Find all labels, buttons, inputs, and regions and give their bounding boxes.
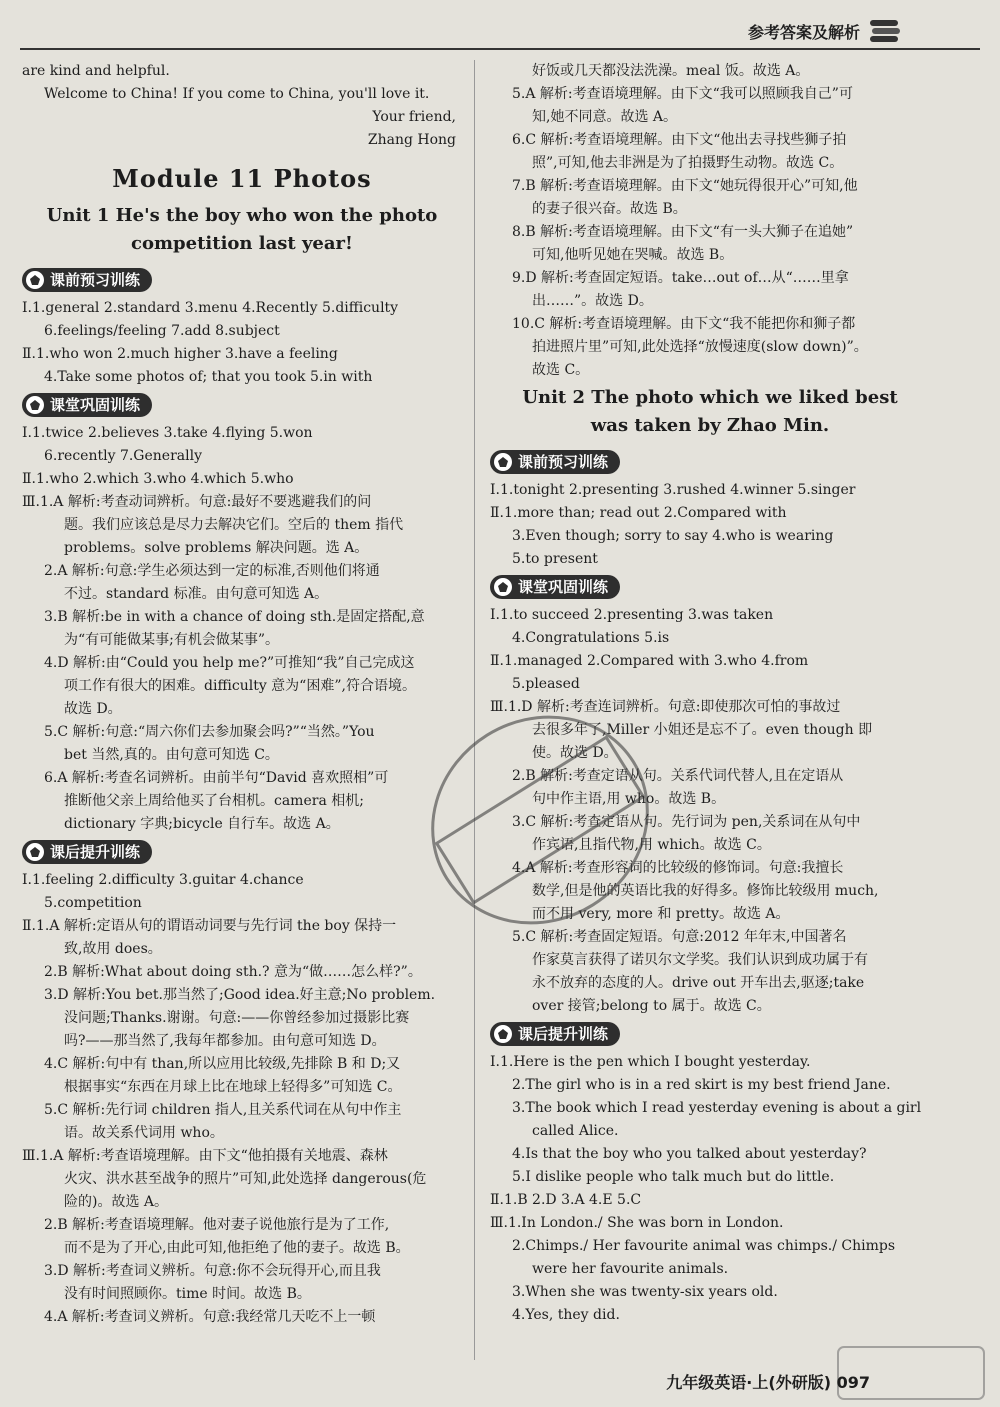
answer-line: 8.B 解析:考查语境理解。由下文“有一头大狮子在追她” — [512, 224, 854, 240]
answer-line: Ⅰ.1.to succeed 2.presenting 3.was taken — [490, 607, 774, 623]
answer-line: 句中作主语,用 who。故选 B。 — [532, 791, 726, 807]
answer-line: 5.competition — [44, 895, 142, 911]
section-header — [490, 575, 620, 599]
answer-line: 吗?——那当然了,我每年都参加。由句意可知选 D。 — [64, 1033, 386, 1049]
letter-line: Welcome to China! If you come to China, you'll love it. — [44, 86, 430, 102]
answer-line: 致,故用 does。 — [64, 941, 162, 957]
answer-line: 3.Even though; sorry to say 4.who is wearing — [512, 528, 834, 544]
crown-icon — [26, 396, 44, 414]
answer-line: 5.C 解析:先行词 children 指人,且关系代词在从句中作主 — [44, 1102, 402, 1118]
answer-line: 2.B 解析:What about doing sth.? 意为“做……怎么样?”。 — [44, 964, 422, 980]
answer-line: Ⅱ.1.who 2.which 3.who 4.which 5.who — [22, 471, 294, 487]
answer-line: 2.B 解析:考查定语从句。关系代词代替人,且在定语从 — [512, 768, 844, 784]
answer-line: 5.I dislike people who talk much but do little. — [512, 1169, 835, 1185]
answer-line: 永不放弃的态度的人。drive out 开车出去,驱逐;take — [532, 975, 865, 991]
answer-line: Ⅲ.1.A 解析:考查语境理解。由下文“他拍摄有关地震、森林 — [22, 1148, 388, 1164]
answer-line: 2.The girl who is in a red skirt is my best friend Jane. — [512, 1077, 891, 1093]
answer-line: 5.pleased — [512, 676, 580, 692]
answer-line: called Alice. — [532, 1123, 619, 1139]
answer-line: 6.C 解析:考查语境理解。由下文“他出去寻找些狮子拍 — [512, 132, 847, 148]
answer-line: Ⅱ.1.managed 2.Compared with 3.who 4.from — [490, 653, 809, 669]
answer-line: Ⅱ.1.more than; read out 2.Compared with — [490, 505, 787, 521]
answer-line: 的妻子很兴奋。故选 B。 — [532, 201, 687, 217]
answer-line: 3.When she was twenty-six years old. — [512, 1284, 778, 1300]
answer-line: Ⅰ.1.feeling 2.difficulty 3.guitar 4.chance — [22, 872, 304, 888]
answer-line: 4.Is that the boy who you talked about yesterday? — [512, 1146, 867, 1162]
answer-line: 使。故选 D。 — [532, 745, 618, 761]
answer-line: 6.recently 7.Generally — [44, 448, 202, 464]
answer-line: 好饭或几天都没法洗澡。meal 饭。故选 A。 — [532, 63, 810, 79]
answer-line: 险的)。故选 A。 — [64, 1194, 169, 1210]
answer-line: 故选 C。 — [532, 362, 590, 378]
answer-line: 5.C 解析:考查固定短语。句意:2012 年年末,中国著名 — [512, 929, 847, 945]
answer-line: 6.A 解析:考查名词辨析。由前半句“David 喜欢照相”可 — [44, 770, 389, 786]
answer-line: 4.D 解析:由“Could you help me?”可推知“我”自己完成这 — [44, 655, 415, 671]
answer-line: 4.A 解析:考查形容词的比较级的修饰词。句意:我擅长 — [512, 860, 844, 876]
section-header — [490, 1022, 620, 1046]
answer-line: 没问题;Thanks.谢谢。句意:——你曾经参加过摄影比赛 — [64, 1010, 410, 1026]
answer-line: 拍进照片里”可知,此处选择“放慢速度(slow down)”。 — [532, 339, 868, 355]
answer-line: 推断他父亲上周给他买了台相机。camera 相机; — [64, 793, 364, 809]
unit-title-line: competition last year! — [131, 233, 353, 254]
answer-line: Ⅲ.1.A 解析:考查动词辨析。句意:最好不要逃避我们的问 — [22, 494, 372, 510]
section-header — [22, 393, 152, 417]
answer-line: over 接管;belong to 属于。故选 C。 — [532, 998, 771, 1014]
answer-line: 而不用 very, more 和 pretty。故选 A。 — [532, 906, 790, 922]
answer-line: Ⅱ.1.who won 2.much higher 3.have a feeling — [22, 346, 338, 362]
answer-line: 照”,可知,他去非洲是为了拍摄野生动物。故选 C。 — [532, 155, 844, 171]
crown-icon — [494, 453, 512, 471]
letter-signature: Zhang Hong — [367, 132, 456, 148]
answer-line: 2.Chimps./ Her favourite animal was chimps./ Chimps — [512, 1238, 896, 1254]
answer-line: 题。我们应该总是尽力去解决它们。空后的 them 指代 — [64, 517, 404, 533]
header-title: 参考答案及解析 — [747, 23, 860, 42]
section-header-label: 课前预习训练 — [518, 452, 609, 471]
unit-title — [22, 202, 462, 258]
section-header — [490, 450, 620, 474]
answer-line: 6.feelings/feeling 7.add 8.subject — [44, 323, 280, 339]
answer-line: 知,她不同意。故选 A。 — [532, 109, 678, 125]
answer-line: 4.C 解析:句中有 than,所以应用比较级,先排除 B 和 D;又 — [44, 1056, 401, 1072]
answer-line: 3.The book which I read yesterday evening is about a girl — [512, 1100, 922, 1116]
answer-line: 作家莫言获得了诺贝尔文学奖。我们认识到成功属于有 — [532, 952, 868, 968]
page-header — [20, 18, 980, 50]
section-header — [22, 268, 152, 292]
answer-line: 9.D 解析:考查固定短语。take…out of…从“……里拿 — [512, 270, 849, 286]
answer-line: 3.D 解析:You bet.那当然了;Good idea.好主意;No problem. — [44, 987, 436, 1003]
page-number: 097 — [836, 1373, 870, 1392]
answer-line: dictionary 字典;bicycle 自行车。故选 A。 — [64, 816, 340, 832]
crown-icon — [26, 843, 44, 861]
answer-line: Ⅰ.1.Here is the pen which I bought yesterday. — [490, 1054, 811, 1070]
section-header-label: 课后提升训练 — [50, 842, 141, 861]
section-header-label: 课堂巩固训练 — [50, 395, 141, 414]
unit-title-line: Unit 1 He's the boy who won the photo — [46, 205, 438, 226]
answer-line: problems。solve problems 解决问题。选 A。 — [64, 540, 369, 556]
answer-line: 项工作有很大的困难。difficulty 意为“困难”,符合语境。 — [64, 678, 416, 694]
left-column — [22, 60, 462, 1329]
section-header-label: 课后提升训练 — [518, 1024, 609, 1043]
answer-line: 3.C 解析:考查定语从句。先行词为 pen,关系词在从句中 — [512, 814, 861, 830]
book-title: 九年级英语·上(外研版) — [666, 1373, 832, 1392]
answer-line: 5.to present — [512, 551, 598, 567]
answer-line: 3.B 解析:be in with a chance of doing sth.是固定搭配,意 — [44, 609, 425, 625]
answer-line: Ⅱ.1.B 2.D 3.A 4.E 5.C — [490, 1192, 642, 1208]
section-header-label: 课前预习训练 — [50, 270, 141, 289]
answer-line: Ⅰ.1.general 2.standard 3.menu 4.Recently 5.difficulty — [22, 300, 399, 316]
answer-line: 5.A 解析:考查语境理解。由下文“我可以照顾我自己”可 — [512, 86, 853, 102]
books-icon — [868, 18, 902, 44]
answer-line: 可知,他听见她在哭喊。故选 B。 — [532, 247, 734, 263]
crown-icon — [26, 271, 44, 289]
answer-line: Ⅰ.1.tonight 2.presenting 3.rushed 4.winner 5.singer — [490, 482, 856, 498]
section-header — [22, 840, 152, 864]
answer-line: 2.A 解析:句意:学生必须达到一定的标准,否则他们将通 — [44, 563, 380, 579]
answer-line: 语。故关系代词用 who。 — [64, 1125, 224, 1141]
answer-line: 数学,但是他的英语比我的好得多。修饰比较级用 much, — [532, 883, 879, 899]
answer-line: 5.C 解析:句意:“周六你们去参加聚会吗?”“当然。”You — [44, 724, 375, 740]
unit-title-line: was taken by Zhao Min. — [590, 415, 830, 436]
answer-line: 去很多年了,Miller 小姐还是忘不了。even though 即 — [532, 722, 873, 738]
answer-line: 出……”。故选 D。 — [532, 293, 653, 309]
answer-line: were her favourite animals. — [532, 1261, 729, 1277]
crown-icon — [494, 578, 512, 596]
answer-line: 10.C 解析:考查语境理解。由下文“我不能把你和狮子都 — [512, 316, 856, 332]
letter-closing: Your friend, — [372, 109, 456, 125]
answer-line: Ⅲ.1.D 解析:考查连词辨析。句意:即使那次可怕的事故过 — [490, 699, 841, 715]
module-title: Module 11 Photos — [112, 164, 372, 193]
answer-line: bet 当然,真的。由句意可知选 C。 — [64, 747, 279, 763]
answer-line: 4.Take some photos of; that you took 5.in with — [44, 369, 373, 385]
section-header-label: 课堂巩固训练 — [518, 577, 609, 596]
answer-line: 故选 D。 — [64, 701, 122, 717]
page-footer — [666, 1370, 870, 1393]
answer-line: 不过。standard 标准。由句意可知选 A。 — [64, 586, 329, 602]
answer-line: 根据事实“东西在月球上比在地球上轻得多”可知选 C。 — [64, 1079, 402, 1095]
answer-line: 4.A 解析:考查词义辨析。句意:我经常几天吃不上一顿 — [44, 1309, 376, 1325]
answer-line: 4.Yes, they did. — [512, 1307, 620, 1323]
answer-line: Ⅱ.1.A 解析:定语从句的谓语动词要与先行词 the boy 保持一 — [22, 918, 397, 934]
unit-title-line: Unit 2 The photo which we liked best — [522, 387, 898, 408]
answer-line: 4.Congratulations 5.is — [512, 630, 670, 646]
answer-line: 为“有可能做某事;有机会做某事”。 — [64, 632, 280, 648]
answer-line: 而不是为了开心,由此可知,他拒绝了他的妻子。故选 B。 — [64, 1240, 410, 1256]
answer-line: 没有时间照顾你。time 时间。故选 B。 — [64, 1286, 311, 1302]
answer-line: 作宾语,且指代物,用 which。故选 C。 — [532, 837, 771, 853]
answer-line: 2.B 解析:考查语境理解。他对妻子说他旅行是为了工作, — [44, 1217, 390, 1233]
unit-title — [490, 384, 930, 440]
answer-line: 7.B 解析:考查语境理解。由下文“她玩得很开心”可知,他 — [512, 178, 858, 194]
answer-line: 3.D 解析:考查词义辨析。句意:你不会玩得开心,而且我 — [44, 1263, 381, 1279]
answer-line: Ⅰ.1.twice 2.believes 3.take 4.flying 5.won — [22, 425, 313, 441]
answer-line: 火灾、洪水甚至战争的照片”可知,此处选择 dangerous(危 — [64, 1171, 427, 1187]
letter-line: are kind and helpful. — [22, 63, 170, 79]
crown-icon — [494, 1025, 512, 1043]
answer-line: Ⅲ.1.In London./ She was born in London. — [490, 1215, 784, 1231]
column-divider — [474, 60, 475, 1360]
